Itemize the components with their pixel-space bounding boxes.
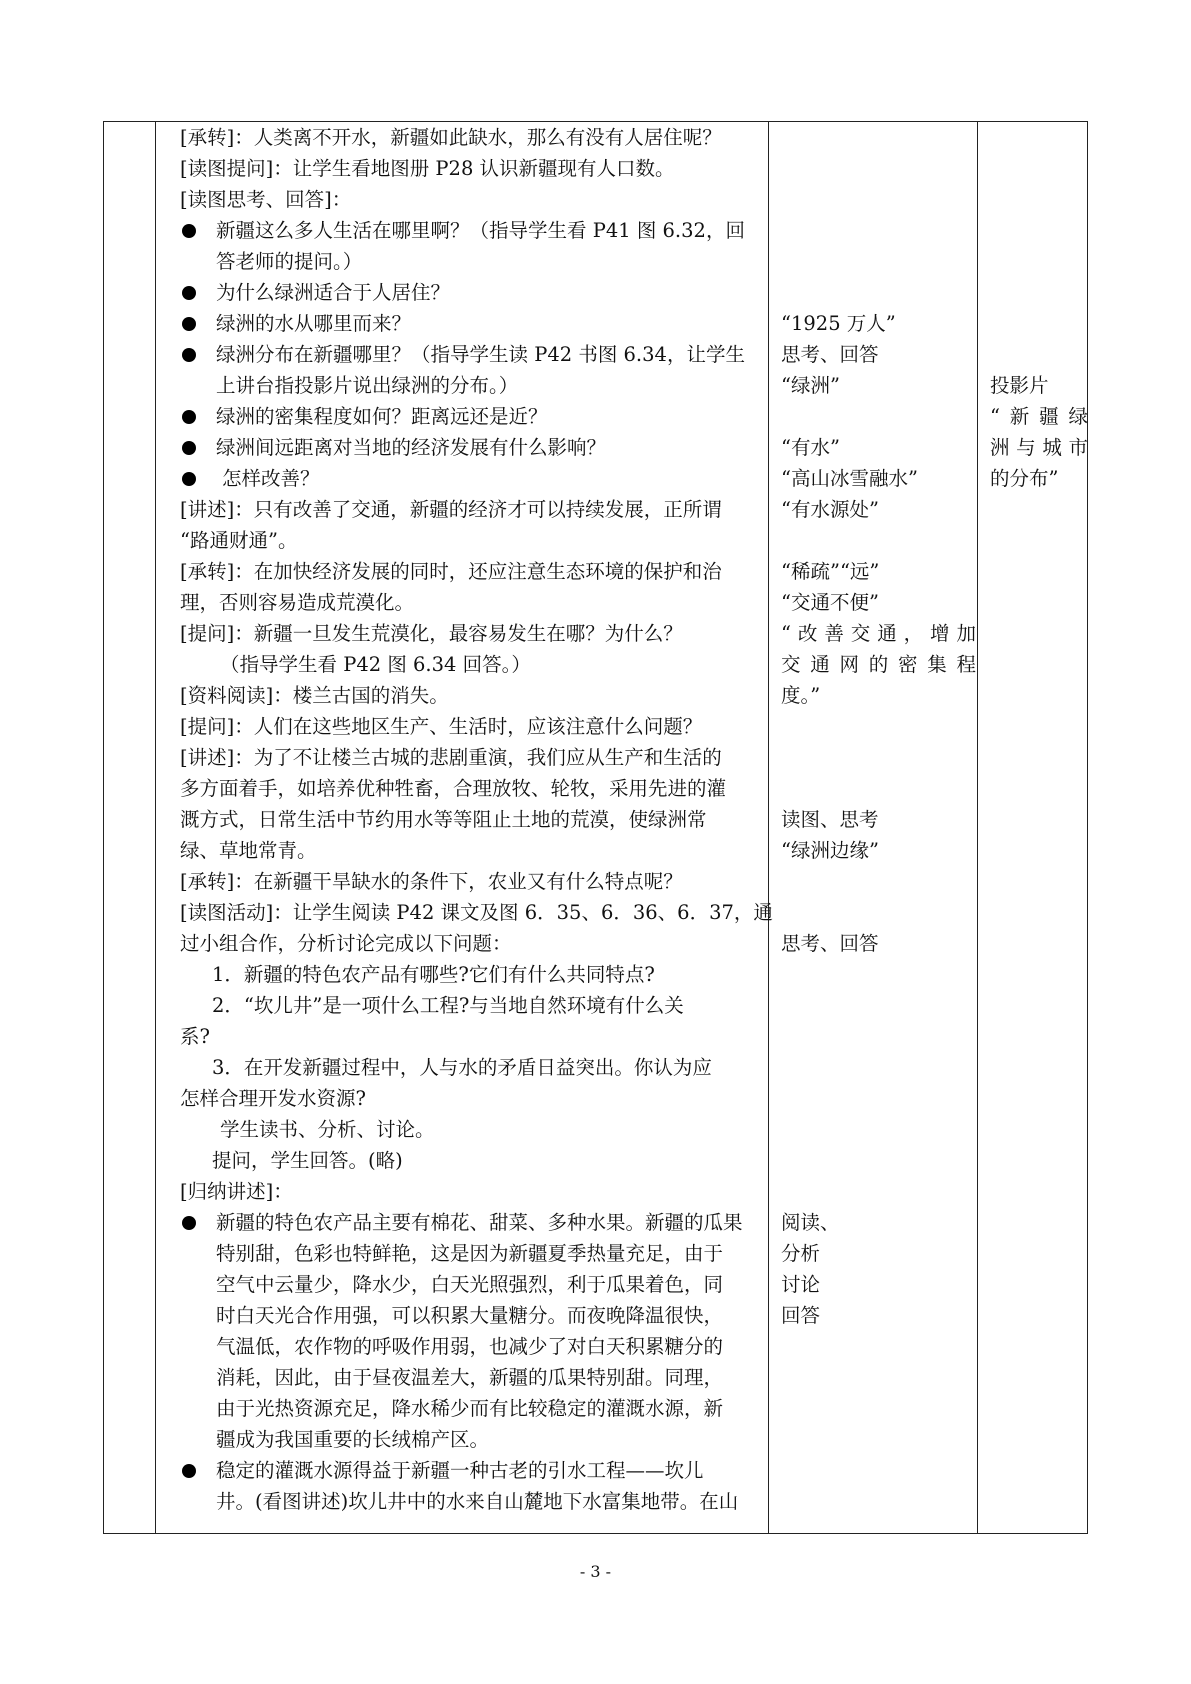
bullet-item: 为什么绿洲适合于人居住？ [180, 277, 768, 308]
bullet-item: 绿洲间远距离对当地的经济发展有什么影响？ [180, 432, 768, 463]
activity-line: “高山冰雪融水” [781, 467, 918, 490]
bullet-item: 怎样改善？ [180, 463, 768, 494]
bullet-icon [182, 317, 196, 331]
activity-line: 回答 [781, 1304, 821, 1327]
text-line: [承转]：在新疆干旱缺水的条件下，农业又有什么特点呢？ [180, 870, 683, 893]
question-item: 3．在开发新疆过程中，人与水的矛盾日益突出。你认为应 [212, 1056, 712, 1079]
activity-line: 分析 [781, 1242, 821, 1265]
activity-line: 思考、回答 [781, 343, 879, 366]
activity-line: “有水” [781, 436, 840, 459]
text-line: [讲述]：只有改善了交通，新疆的经济才可以持续发展，正所谓 [180, 498, 722, 521]
bullet-icon [182, 410, 196, 424]
activity-line: “交通不便” [781, 591, 879, 614]
activity-line: “绿洲” [781, 374, 840, 397]
activity-line: 读图、思考 [781, 808, 879, 831]
text-line: 特别甜，色彩也特鲜艳，这是因为新疆夏季热量充足，由于 [216, 1242, 724, 1265]
text-line: [提问]：人们在这些地区生产、生活时，应该注意什么问题？ [180, 715, 703, 738]
page-number: - 3 - [579, 1562, 612, 1581]
lesson-plan-table [103, 121, 1088, 1534]
text-line: 理，否则容易造成荒漠化。 [180, 591, 415, 614]
text-line: 井。(看图讲述)坎儿井中的水来自山麓地下水富集地带。在山 [216, 1490, 739, 1513]
text-line: [读图活动]：让学生阅读 P42 课文及图 6．35、6．36、6．37，通 [180, 901, 773, 924]
text-line: [承转]：人类离不开水，新疆如此缺水，那么有没有人居住呢？ [180, 126, 722, 149]
text-line: 消耗，因此，由于昼夜温差大，新疆的瓜果特别甜。同理， [216, 1366, 724, 1389]
text-line: 学生读书、分析、讨论。 [220, 1118, 435, 1141]
text-line: 绿、草地常青。 [180, 839, 317, 862]
table-divider [977, 122, 978, 1533]
question-item: 2．“坎儿井”是一项什么工程?与当地自然环境有什么关 [212, 994, 684, 1017]
text-line: [讲述]：为了不让楼兰古城的悲剧重演，我们应从生产和生活的 [180, 746, 722, 769]
activity-line: 讨论 [781, 1273, 821, 1296]
media-line: 洲与城市 [990, 436, 1088, 459]
table-divider [768, 122, 769, 1533]
text-line: 上讲台指投影片说出绿洲的分布。） [216, 374, 519, 397]
table-divider [155, 122, 156, 1533]
activity-line: “绿洲边缘” [781, 839, 879, 862]
student-activity-column [771, 122, 976, 1331]
bullet-item: 绿洲分布在新疆哪里？（指导学生读 P42 书图 6.34，让学生 [180, 339, 768, 370]
activity-line: 度。” [781, 684, 821, 707]
text-line: [归纳讲述]： [180, 1180, 293, 1203]
bullet-item: 稳定的灌溉水源得益于新疆一种古老的引水工程——坎儿 [180, 1455, 768, 1486]
bullet-item: 新疆这么多人生活在哪里啊？（指导学生看 P41 图 6.32，回 [180, 215, 768, 246]
question-item: 1．新疆的特色农产品有哪些?它们有什么共同特点? [212, 963, 655, 986]
bullet-icon [182, 472, 196, 486]
text-line: [资料阅读]：楼兰古国的消失。 [180, 684, 449, 707]
teaching-process-column [168, 122, 773, 1517]
text-line: 疆成为我国重要的长绒棉产区。 [216, 1428, 490, 1451]
media-line: “新疆绿 [990, 405, 1088, 428]
bullet-icon [182, 286, 196, 300]
text-line: 答老师的提问。） [216, 250, 363, 273]
text-line: 怎样合理开发水资源? [180, 1087, 366, 1110]
activity-line: 阅读、 [781, 1211, 840, 1234]
text-line: “路通财通”。 [180, 529, 298, 552]
bullet-icon [182, 1216, 196, 1230]
text-line: [读图提问]：让学生看地图册 P28 认识新疆现有人口数。 [180, 157, 675, 180]
activity-line: “改善交通，增加 [781, 622, 976, 645]
bullet-icon [182, 441, 196, 455]
text-line: [承转]：在加快经济发展的同时，还应注意生态环境的保护和治 [180, 560, 722, 583]
text-line: 多方面着手，如培养优种牲畜，合理放牧、轮牧，采用先进的灌 [180, 777, 727, 800]
bullet-icon [182, 348, 196, 362]
text-line: （指导学生看 P42 图 6.34 回答。） [220, 653, 531, 676]
bullet-item: 新疆的特色农产品主要有棉花、甜菜、多种水果。新疆的瓜果 [180, 1207, 768, 1238]
text-line: 系? [180, 1025, 210, 1048]
text-line: 气温低，农作物的呼吸作用弱，也减少了对白天积累糖分的 [216, 1335, 724, 1358]
media-line: 投影片 [990, 374, 1049, 397]
bullet-icon [182, 1464, 196, 1478]
text-line: [读图思考、回答]： [180, 188, 352, 211]
bullet-icon [182, 224, 196, 238]
text-line: 空气中云量少，降水少，白天光照强烈，利于瓜果着色，同 [216, 1273, 724, 1296]
activity-line: 思考、回答 [781, 932, 879, 955]
media-line: 的分布” [990, 467, 1059, 490]
bullet-item: 绿洲的水从哪里而来？ [180, 308, 768, 339]
text-line: [提问]：新疆一旦发生荒漠化，最容易发生在哪？为什么？ [180, 622, 683, 645]
activity-line: “稀疏”“远” [781, 560, 880, 583]
activity-line: “有水源处” [781, 498, 879, 521]
text-line: 由于光热资源充足，降水稀少而有比较稳定的灌溉水源，新 [216, 1397, 724, 1420]
text-line: 提问，学生回答。(略) [212, 1149, 403, 1172]
bullet-item: 绿洲的密集程度如何？距离远还是近？ [180, 401, 768, 432]
text-line: 时白天光合作用强，可以积累大量糖分。而夜晚降温很快， [216, 1304, 724, 1327]
activity-line: 交通网的密集程 [781, 653, 976, 676]
text-line: 溉方式，日常生活中节约用水等等阻止土地的荒漠，使绿洲常 [180, 808, 707, 831]
activity-line: “1925 万人” [781, 312, 896, 335]
text-line: 过小组合作，分析讨论完成以下问题： [180, 932, 512, 955]
media-column [980, 122, 1088, 494]
